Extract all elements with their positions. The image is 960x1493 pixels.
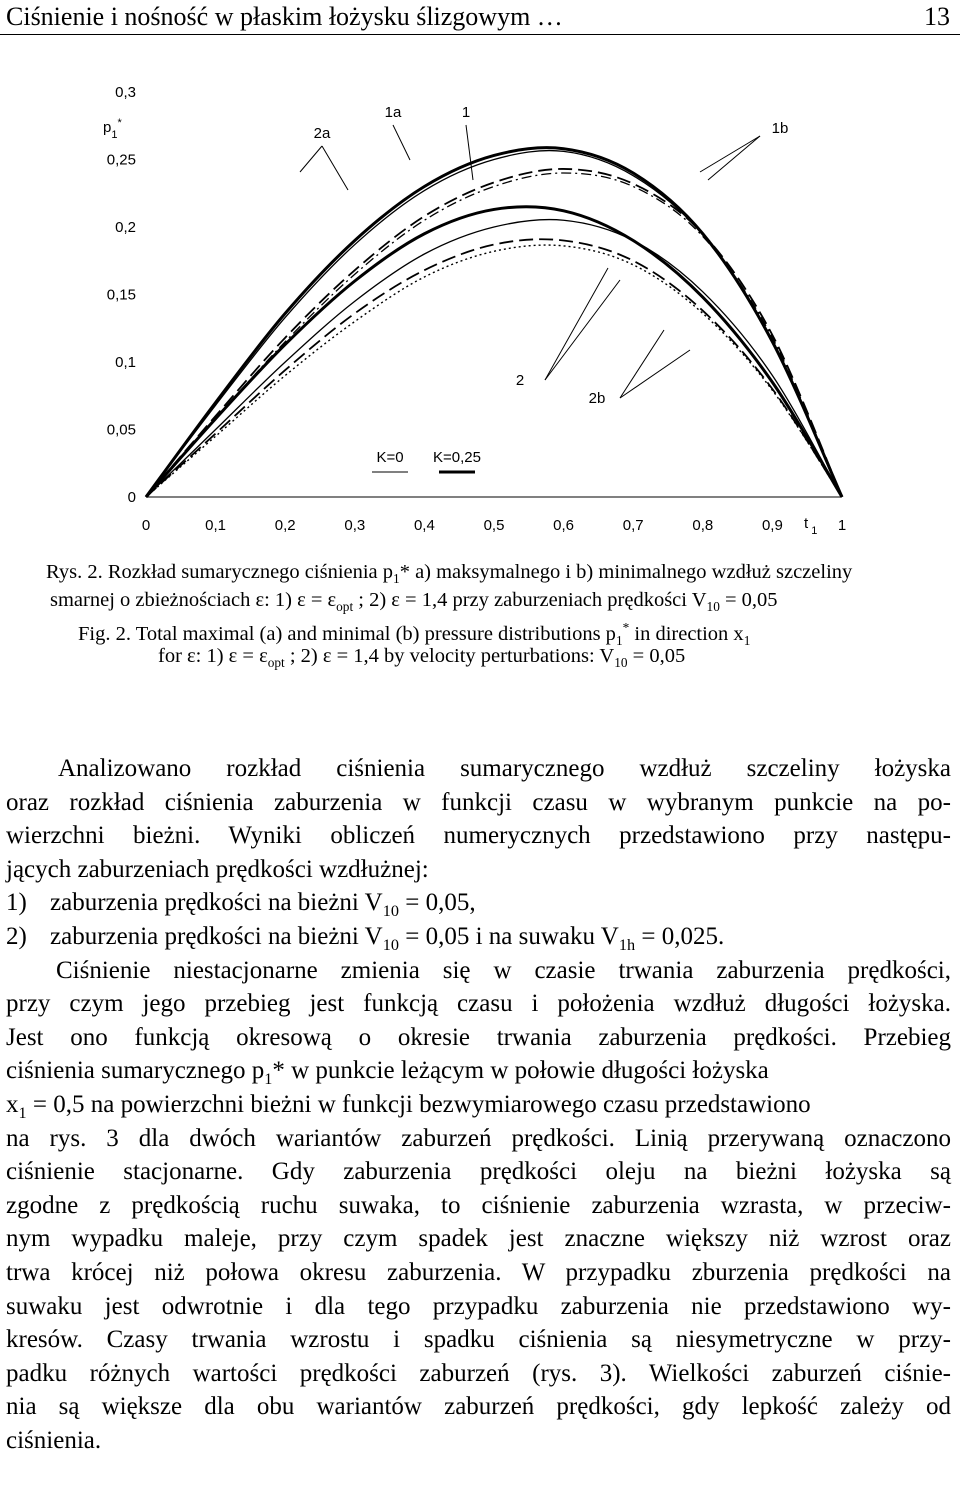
leader-line: [393, 125, 410, 160]
list-item: 2) zaburzenia prędkości na bieżni $V_{10} = 0,05$ i na suwaku $V_{1h} = 0,025$.: [6, 923, 725, 954]
paragraph-line: $x_1 = 0,5$ na powierzchni bieżni w funkcji bezwymiarowego czasu przedstawiono: [6, 1091, 811, 1122]
x-tick-label: 0,9: [761, 517, 783, 534]
x-tick-label: 0,8: [692, 517, 714, 534]
paragraph-line: przy czym jego przebieg jest funkcją czasu i położenia wzdłuż długości łożyska.: [6, 990, 951, 1018]
chart-series: [146, 148, 842, 497]
page-number: 13: [924, 2, 950, 31]
paragraph-line: jących zaburzeniach prędkości wzdłużnej:: [6, 855, 429, 883]
paragraph-line: na rys. 3 dla dwóch wariantów zaburzeń prędkości. Linią przerywaną oznaczono: [6, 1124, 951, 1152]
chart-labels: [103, 84, 846, 537]
y-axis-label: $p_1^*$: [103, 117, 122, 141]
paragraph-line: zgodne z prędkością ruchu suwaka, to ciśnienie zaburzenia wzrasta, w przeciw-: [6, 1191, 951, 1219]
series-line-1b: [146, 169, 842, 497]
leader-line: [700, 136, 760, 172]
legend-label: K=0: [376, 449, 404, 466]
curve-label-2b: 2b: [588, 390, 606, 407]
leader-line: [300, 146, 322, 172]
paragraph-line: oraz rozkład ciśnienia zaburzenia w funkcji czasu w wybranym punkcie na po-: [6, 788, 951, 816]
x-tick-label: 0,5: [483, 517, 505, 534]
x-tick-label: 0,1: [205, 517, 227, 534]
x-tick-label: 1: [837, 517, 847, 534]
x-tick-label: 0,3: [344, 517, 366, 534]
x-tick-label: 0,7: [622, 517, 644, 534]
leader-line: [545, 280, 620, 380]
list-item: 1) zaburzenia prędkości na bieżni $V_{10} = 0,05$,: [6, 889, 476, 921]
curve-label-1b: 1b: [771, 120, 789, 137]
running-title: Ciśnienie i nośność w płaskim łożysku ślizgowym …: [6, 2, 563, 31]
series-line-1a: [146, 151, 842, 497]
paragraph-line: kresów. Czasy trwania wzrostu i spadku ciśnienia są niesymetryczne w przy-: [6, 1326, 951, 1354]
y-tick-label: 0: [127, 489, 136, 506]
y-tick-label: 0,15: [106, 286, 136, 304]
x-tick-label: 0,2: [274, 517, 296, 534]
caption-pl-line-1: Rys. 2. Rozkład sumarycznego ciśnienia $p_1*$ a) maksymalnego i b) minimalnego wzdłuż szczeliny: [46, 561, 853, 587]
curve-label-2a: 2a: [313, 125, 331, 142]
leader-line: [466, 125, 473, 180]
caption-en-line-1: Fig. 2. Total maximal (a) and minimal (b) pressure distributions $p_1^*$ in direction $x_1$: [78, 620, 751, 648]
series-line-2: [146, 207, 842, 497]
curve-label-1: 1: [461, 104, 471, 121]
running-header: [0, 0, 960, 38]
paragraph-line: Analizowano rozkład ciśnienia sumarycznego wzdłuż szczeliny łożyska: [58, 755, 951, 782]
series-line-2b: [146, 239, 842, 497]
y-tick-label: 0,1: [115, 354, 136, 371]
header-rule: [0, 34, 960, 35]
pressure-distribution-chart: [0, 60, 960, 550]
leader-line: [620, 350, 690, 398]
x-tick-label: 0: [141, 517, 151, 534]
x-tick-label: 0,4: [413, 517, 435, 534]
curve-label-1a: 1a: [384, 104, 402, 121]
paragraph-line: nia są większe dla obu wariantów zaburzeń prędkości, gdy lepkość zależy od: [6, 1393, 951, 1421]
paragraph-line: wierzchni bieżni. Wyniki obliczeń numerycznych przedstawiono przy następu-: [6, 822, 951, 850]
caption-pl-line-2: smarnej o zbieżnościach ε: 1) $\varepsilon = \varepsilon_{opt}$ ; 2) ε = 1,4 przy zaburzeniach prędkości $V_{10} = 0,05$: [50, 589, 778, 615]
caption-en-line-2: for ε: 1) $\varepsilon = \varepsilon_{opt}$ ; 2) ε = 1,4 by velocity perturbations: $V_{10} = 0,05$: [158, 645, 686, 671]
x-tick-label: 0,6: [553, 517, 575, 534]
leader-line: [545, 268, 608, 380]
paragraph-line: ciśnienia sumarycznego $p_1*$ w punkcie leżącym w połowie długości łożyska: [6, 1057, 769, 1089]
paragraph-line: suwaku jest odwrotnie i dla tego przypadku zaburzenia nie przedstawiono wy-: [6, 1292, 951, 1320]
paragraph-line: ciśnienia.: [6, 1427, 102, 1454]
series-line-1: [146, 148, 842, 497]
paragraph-line: padku różnych wartości prędkości zaburzeń (rys. 3). Wielkości zaburzeń ciśnie-: [6, 1359, 951, 1387]
y-tick-label: 0,05: [106, 421, 136, 439]
paragraph-line: nym wypadku maleje, przy czym spadek jest znaczne większy niż wzrost oraz: [6, 1225, 951, 1253]
leader-line: [708, 136, 760, 180]
leader-line: [620, 330, 664, 398]
legend-label: K=0,25: [433, 449, 481, 466]
x-axis-label: t $_1$: [804, 515, 818, 537]
y-tick-label: 0,2: [115, 219, 136, 236]
paragraph-line: Ciśnienie niestacjonarne zmienia się w czasie trwania zaburzenia prędkości,: [56, 956, 951, 984]
y-tick-label: 0,3: [115, 84, 136, 101]
paragraph-line: trwa krócej niż połowa okresu zaburzenia. W przypadku zburzenia prędkości na: [6, 1259, 951, 1286]
paragraph-line: ciśnienie stacjonarne. Gdy zaburzenia prędkości oleju na bieżni łożyska są: [6, 1158, 951, 1186]
leader-line: [322, 146, 348, 190]
y-tick-label: 0,25: [106, 151, 136, 169]
curve-label-2: 2: [515, 372, 525, 389]
paragraph-line: Jest ono funkcją okresową o okresie trwania zaburzenia prędkości. Przebieg: [6, 1023, 951, 1051]
